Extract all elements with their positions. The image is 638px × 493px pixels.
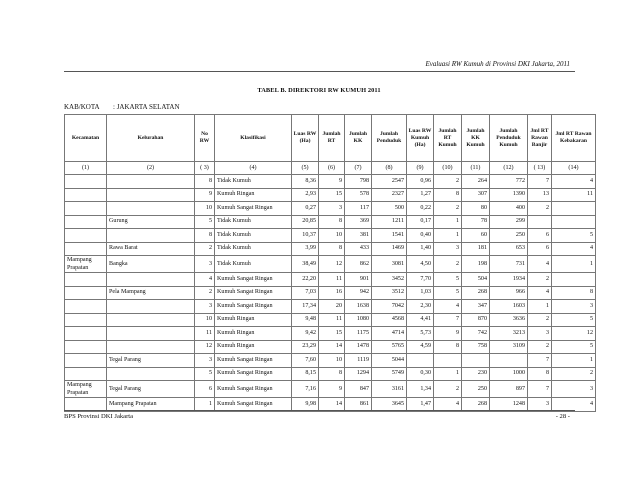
klasifikasi-cell: Kumuh Sangat Ringan: [215, 398, 292, 412]
penduduk-kumuh-cell: 299: [490, 215, 528, 229]
penduduk-kumuh-cell: 772: [490, 175, 528, 189]
rt-kumuh-cell: 8: [434, 188, 462, 202]
kk-kumuh-cell: 250: [462, 381, 490, 398]
jumlah-rt-cell: 14: [319, 398, 345, 412]
penduduk-kumuh-cell: 1248: [490, 398, 528, 412]
luas-kumuh-cell: 1,27: [407, 188, 434, 202]
kelurahan-cell: [107, 340, 195, 354]
kk-kumuh-cell: 268: [462, 398, 490, 412]
page-number: - 28 -: [555, 413, 570, 420]
kelurahan-cell: [107, 175, 195, 189]
rawan-kebakaran-cell: 5: [552, 229, 596, 243]
jumlah-rt-cell: 3: [319, 202, 345, 216]
header-cell: Jumlah KK: [345, 115, 372, 162]
jumlah-rt-cell: 12: [319, 256, 345, 273]
header-cell: Jml RT Rawan Banjir: [528, 115, 552, 162]
luas-rw-cell: 7,03: [292, 286, 319, 300]
header-cell: Jumlah RT: [319, 115, 345, 162]
kecamatan-cell: [65, 188, 107, 202]
jumlah-penduduk-cell: 5044: [372, 354, 407, 368]
rawan-banjir-cell: 3: [528, 327, 552, 341]
rawan-kebakaran-cell: 4: [552, 398, 596, 412]
penduduk-kumuh-cell: 3636: [490, 313, 528, 327]
rt-kumuh-cell: 5: [434, 286, 462, 300]
luas-rw-cell: 23,29: [292, 340, 319, 354]
no-rw-cell: 5: [195, 367, 215, 381]
penduduk-kumuh-cell: 3109: [490, 340, 528, 354]
penduduk-kumuh-cell: 1934: [490, 273, 528, 287]
penduduk-kumuh-cell: 1603: [490, 300, 528, 314]
kk-kumuh-cell: 60: [462, 229, 490, 243]
table-row: [65, 354, 596, 368]
jumlah-rt-cell: 14: [319, 340, 345, 354]
kk-kumuh-cell: 181: [462, 242, 490, 256]
header-cell: Jumlah Penduduk Kumuh: [490, 115, 528, 162]
rawan-banjir-cell: 7: [528, 354, 552, 368]
luas-rw-cell: 20,85: [292, 215, 319, 229]
no-rw-cell: 5: [195, 215, 215, 229]
column-number: ( 13): [528, 162, 552, 175]
jumlah-kk-cell: 901: [345, 273, 372, 287]
jumlah-kk-cell: 1080: [345, 313, 372, 327]
luas-rw-cell: 9,48: [292, 313, 319, 327]
jumlah-kk-cell: 1478: [345, 340, 372, 354]
running-header: Evaluasi RW Kumuh di Provinsi DKI Jakarta, 2011: [425, 60, 570, 68]
kab-kota-value: : JAKARTA SELATAN: [113, 103, 180, 111]
column-number: (7): [345, 162, 372, 175]
jumlah-rt-cell: 8: [319, 215, 345, 229]
column-number: ( 3): [195, 162, 215, 175]
table-row: [65, 313, 596, 327]
klasifikasi-cell: Kumuh Ringan: [215, 340, 292, 354]
column-number-row: [65, 162, 596, 175]
rt-kumuh-cell: 1: [434, 215, 462, 229]
rt-kumuh-cell: 3: [434, 242, 462, 256]
rawan-kebakaran-cell: 4: [552, 175, 596, 189]
rawan-banjir-cell: [528, 215, 552, 229]
table-header-row: [65, 115, 596, 162]
table-row: [65, 188, 596, 202]
no-rw-cell: 9: [195, 188, 215, 202]
rt-kumuh-cell: 4: [434, 398, 462, 412]
table-title: TABEL B. DIREKTORI RW KUMUH 2011: [257, 87, 381, 94]
column-number: (6): [319, 162, 345, 175]
kk-kumuh-cell: 268: [462, 286, 490, 300]
no-rw-cell: 2: [195, 286, 215, 300]
table-row: [65, 327, 596, 341]
table-row: [65, 242, 596, 256]
jumlah-kk-cell: 942: [345, 286, 372, 300]
rt-kumuh-cell: 7: [434, 313, 462, 327]
jumlah-penduduk-cell: 1469: [372, 242, 407, 256]
penduduk-kumuh-cell: 250: [490, 229, 528, 243]
no-rw-cell: 8: [195, 175, 215, 189]
no-rw-cell: 6: [195, 381, 215, 398]
kecamatan-cell: [65, 242, 107, 256]
klasifikasi-cell: Kumuh Ringan: [215, 313, 292, 327]
rt-kumuh-cell: 8: [434, 340, 462, 354]
kk-kumuh-cell: 230: [462, 367, 490, 381]
jumlah-penduduk-cell: 5765: [372, 340, 407, 354]
luas-kumuh-cell: 1,03: [407, 286, 434, 300]
rawan-banjir-cell: 8: [528, 367, 552, 381]
jumlah-kk-cell: 847: [345, 381, 372, 398]
luas-kumuh-cell: 1,40: [407, 242, 434, 256]
jumlah-penduduk-cell: 3452: [372, 273, 407, 287]
kecamatan-cell: Mampang Prapatan: [65, 381, 107, 398]
no-rw-cell: 8: [195, 229, 215, 243]
table-row: [65, 300, 596, 314]
kelurahan-cell: Mampang Prapatan: [107, 398, 195, 412]
kelurahan-cell: Tegal Parang: [107, 354, 195, 368]
jumlah-kk-cell: 578: [345, 188, 372, 202]
rawan-banjir-cell: 7: [528, 175, 552, 189]
klasifikasi-cell: Tidak Kumuh: [215, 175, 292, 189]
table-row: [65, 273, 596, 287]
jumlah-penduduk-cell: 3161: [372, 381, 407, 398]
rawan-banjir-cell: 13: [528, 188, 552, 202]
jumlah-kk-cell: 117: [345, 202, 372, 216]
klasifikasi-cell: Kumuh Sangat Ringan: [215, 300, 292, 314]
rawan-kebakaran-cell: 5: [552, 313, 596, 327]
kecamatan-cell: [65, 367, 107, 381]
kab-kota-label: KAB/KOTA: [64, 103, 100, 111]
rawan-kebakaran-cell: 11: [552, 188, 596, 202]
kk-kumuh-cell: 307: [462, 188, 490, 202]
kecamatan-cell: [65, 229, 107, 243]
luas-kumuh-cell: 1,34: [407, 381, 434, 398]
luas-kumuh-cell: 0,22: [407, 202, 434, 216]
no-rw-cell: 2: [195, 242, 215, 256]
header-cell: Jumlah Penduduk: [372, 115, 407, 162]
penduduk-kumuh-cell: 400: [490, 202, 528, 216]
klasifikasi-cell: Tidak Kumuh: [215, 256, 292, 273]
kelurahan-cell: [107, 313, 195, 327]
jumlah-penduduk-cell: 4568: [372, 313, 407, 327]
rawan-banjir-cell: 2: [528, 202, 552, 216]
jumlah-rt-cell: 16: [319, 286, 345, 300]
penduduk-kumuh-cell: 1390: [490, 188, 528, 202]
kk-kumuh-cell: 504: [462, 273, 490, 287]
luas-rw-cell: 9,42: [292, 327, 319, 341]
column-number: (8): [372, 162, 407, 175]
kk-kumuh-cell: 347: [462, 300, 490, 314]
header-cell: Jml RT Rawan Kebakaran: [552, 115, 596, 162]
kelurahan-cell: Gurung: [107, 215, 195, 229]
column-number: (4): [215, 162, 292, 175]
table-row: [65, 256, 596, 273]
klasifikasi-cell: Tidak Kumuh: [215, 215, 292, 229]
rawan-kebakaran-cell: 12: [552, 327, 596, 341]
rawan-kebakaran-cell: [552, 273, 596, 287]
table-row: [65, 202, 596, 216]
penduduk-kumuh-cell: [490, 354, 528, 368]
kecamatan-cell: [65, 327, 107, 341]
luas-rw-cell: 22,20: [292, 273, 319, 287]
rawan-banjir-cell: 6: [528, 229, 552, 243]
jumlah-penduduk-cell: 3512: [372, 286, 407, 300]
jumlah-rt-cell: 10: [319, 229, 345, 243]
kecamatan-cell: [65, 215, 107, 229]
rt-kumuh-cell: 1: [434, 367, 462, 381]
luas-kumuh-cell: [407, 354, 434, 368]
column-number: (12): [490, 162, 528, 175]
luas-rw-cell: 17,34: [292, 300, 319, 314]
luas-rw-cell: 38,49: [292, 256, 319, 273]
rawan-kebakaran-cell: 8: [552, 286, 596, 300]
column-number: (10): [434, 162, 462, 175]
rawan-banjir-cell: 2: [528, 340, 552, 354]
klasifikasi-cell: Kumuh Sangat Ringan: [215, 273, 292, 287]
jumlah-kk-cell: 381: [345, 229, 372, 243]
jumlah-kk-cell: 1175: [345, 327, 372, 341]
rawan-kebakaran-cell: 1: [552, 354, 596, 368]
penduduk-kumuh-cell: 1000: [490, 367, 528, 381]
rawan-banjir-cell: 1: [528, 300, 552, 314]
header-cell: Luas RW Kumuh (Ha): [407, 115, 434, 162]
luas-rw-cell: 2,93: [292, 188, 319, 202]
penduduk-kumuh-cell: 897: [490, 381, 528, 398]
klasifikasi-cell: Kumuh Sangat Ringan: [215, 286, 292, 300]
kelurahan-cell: [107, 327, 195, 341]
luas-rw-cell: 8,36: [292, 175, 319, 189]
kecamatan-cell: Mampang Prapatan: [65, 256, 107, 273]
rawan-banjir-cell: 2: [528, 313, 552, 327]
rawan-banjir-cell: 3: [528, 398, 552, 412]
jumlah-penduduk-cell: 500: [372, 202, 407, 216]
luas-rw-cell: 7,16: [292, 381, 319, 398]
luas-rw-cell: 10,37: [292, 229, 319, 243]
rawan-banjir-cell: 7: [528, 381, 552, 398]
kk-kumuh-cell: [462, 354, 490, 368]
klasifikasi-cell: Tidak Kumuh: [215, 229, 292, 243]
kelurahan-cell: Tegal Parang: [107, 381, 195, 398]
header-rule: [64, 71, 575, 72]
luas-rw-cell: 7,60: [292, 354, 319, 368]
footer-rule: [64, 410, 575, 411]
luas-kumuh-cell: 2,30: [407, 300, 434, 314]
jumlah-kk-cell: 798: [345, 175, 372, 189]
kelurahan-cell: [107, 229, 195, 243]
klasifikasi-cell: Kumuh Sangat Ringan: [215, 202, 292, 216]
kecamatan-cell: [65, 300, 107, 314]
rt-kumuh-cell: 5: [434, 273, 462, 287]
kk-kumuh-cell: 870: [462, 313, 490, 327]
klasifikasi-cell: Kumuh Sangat Ringan: [215, 354, 292, 368]
kelurahan-cell: Rawa Barat: [107, 242, 195, 256]
jumlah-penduduk-cell: 1541: [372, 229, 407, 243]
kk-kumuh-cell: 198: [462, 256, 490, 273]
column-number: (1): [65, 162, 107, 175]
luas-rw-cell: 0,27: [292, 202, 319, 216]
kecamatan-cell: [65, 202, 107, 216]
rawan-banjir-cell: 4: [528, 256, 552, 273]
luas-kumuh-cell: 0,40: [407, 229, 434, 243]
header-cell: No RW: [195, 115, 215, 162]
no-rw-cell: 11: [195, 327, 215, 341]
jumlah-penduduk-cell: 1211: [372, 215, 407, 229]
table-row: [65, 367, 596, 381]
luas-rw-cell: 8,15: [292, 367, 319, 381]
klasifikasi-cell: Kumuh Ringan: [215, 327, 292, 341]
jumlah-kk-cell: 862: [345, 256, 372, 273]
rawan-kebakaran-cell: 3: [552, 300, 596, 314]
jumlah-rt-cell: 15: [319, 327, 345, 341]
column-number: (9): [407, 162, 434, 175]
rt-kumuh-cell: 2: [434, 256, 462, 273]
column-number: (5): [292, 162, 319, 175]
jumlah-penduduk-cell: 7042: [372, 300, 407, 314]
footer-publisher: BPS Provinsi DKI Jakarta: [64, 413, 134, 420]
table-row: [65, 398, 596, 412]
kelurahan-cell: [107, 300, 195, 314]
no-rw-cell: 10: [195, 313, 215, 327]
column-number: (2): [107, 162, 195, 175]
penduduk-kumuh-cell: 731: [490, 256, 528, 273]
column-number: (14): [552, 162, 596, 175]
header-cell: Jumlah RT Kumuh: [434, 115, 462, 162]
kelurahan-cell: [107, 188, 195, 202]
rt-kumuh-cell: 2: [434, 381, 462, 398]
kk-kumuh-cell: 742: [462, 327, 490, 341]
penduduk-kumuh-cell: 966: [490, 286, 528, 300]
luas-kumuh-cell: 0,17: [407, 215, 434, 229]
table-row: [65, 215, 596, 229]
jumlah-rt-cell: 15: [319, 188, 345, 202]
rawan-kebakaran-cell: 4: [552, 242, 596, 256]
rt-kumuh-cell: 2: [434, 202, 462, 216]
rawan-kebakaran-cell: [552, 202, 596, 216]
header-cell: Kelurahan: [107, 115, 195, 162]
no-rw-cell: 10: [195, 202, 215, 216]
kelurahan-cell: [107, 202, 195, 216]
jumlah-kk-cell: 1294: [345, 367, 372, 381]
rawan-banjir-cell: 6: [528, 242, 552, 256]
jumlah-rt-cell: 8: [319, 367, 345, 381]
rw-kumuh-table: [64, 114, 596, 412]
rt-kumuh-cell: 4: [434, 300, 462, 314]
luas-rw-cell: 3,99: [292, 242, 319, 256]
luas-kumuh-cell: 7,70: [407, 273, 434, 287]
kk-kumuh-cell: 264: [462, 175, 490, 189]
jumlah-penduduk-cell: 2547: [372, 175, 407, 189]
kecamatan-cell: [65, 340, 107, 354]
jumlah-penduduk-cell: 3645: [372, 398, 407, 412]
kk-kumuh-cell: 78: [462, 215, 490, 229]
rawan-kebakaran-cell: 2: [552, 367, 596, 381]
table-body: [65, 175, 596, 412]
kecamatan-cell: [65, 313, 107, 327]
jumlah-penduduk-cell: 3081: [372, 256, 407, 273]
rt-kumuh-cell: [434, 354, 462, 368]
no-rw-cell: 12: [195, 340, 215, 354]
jumlah-kk-cell: 861: [345, 398, 372, 412]
luas-kumuh-cell: 0,30: [407, 367, 434, 381]
jumlah-rt-cell: 11: [319, 313, 345, 327]
column-number: (11): [462, 162, 490, 175]
table-row: [65, 229, 596, 243]
luas-kumuh-cell: 5,73: [407, 327, 434, 341]
table-row: [65, 340, 596, 354]
jumlah-rt-cell: 9: [319, 381, 345, 398]
jumlah-rt-cell: 9: [319, 175, 345, 189]
luas-kumuh-cell: 0,96: [407, 175, 434, 189]
table-row: [65, 381, 596, 398]
jumlah-rt-cell: 20: [319, 300, 345, 314]
klasifikasi-cell: Kumuh Sangat Ringan: [215, 381, 292, 398]
luas-kumuh-cell: 4,59: [407, 340, 434, 354]
kelurahan-cell: [107, 273, 195, 287]
rt-kumuh-cell: 1: [434, 229, 462, 243]
jumlah-penduduk-cell: 5749: [372, 367, 407, 381]
header-cell: Jumlah KK Kumuh: [462, 115, 490, 162]
jumlah-penduduk-cell: 2327: [372, 188, 407, 202]
rt-kumuh-cell: 2: [434, 175, 462, 189]
kelurahan-cell: Pela Mampang: [107, 286, 195, 300]
no-rw-cell: 4: [195, 273, 215, 287]
jumlah-kk-cell: 1119: [345, 354, 372, 368]
jumlah-kk-cell: 369: [345, 215, 372, 229]
rawan-kebakaran-cell: [552, 215, 596, 229]
jumlah-rt-cell: 11: [319, 273, 345, 287]
kk-kumuh-cell: 80: [462, 202, 490, 216]
rawan-kebakaran-cell: 1: [552, 256, 596, 273]
kecamatan-cell: [65, 273, 107, 287]
penduduk-kumuh-cell: 653: [490, 242, 528, 256]
kecamatan-cell: [65, 175, 107, 189]
rt-kumuh-cell: 9: [434, 327, 462, 341]
jumlah-rt-cell: 10: [319, 354, 345, 368]
no-rw-cell: 1: [195, 398, 215, 412]
kecamatan-cell: [65, 354, 107, 368]
rawan-banjir-cell: 4: [528, 286, 552, 300]
jumlah-rt-cell: 8: [319, 242, 345, 256]
klasifikasi-cell: Kumuh Ringan: [215, 188, 292, 202]
luas-kumuh-cell: 4,50: [407, 256, 434, 273]
rawan-kebakaran-cell: 3: [552, 381, 596, 398]
rawan-banjir-cell: 2: [528, 273, 552, 287]
kelurahan-cell: Bangka: [107, 256, 195, 273]
jumlah-penduduk-cell: 4714: [372, 327, 407, 341]
header-cell: Luas RW (Ha): [292, 115, 319, 162]
kelurahan-cell: [107, 367, 195, 381]
kab-kota-line: [64, 103, 180, 111]
penduduk-kumuh-cell: 3213: [490, 327, 528, 341]
klasifikasi-cell: Tidak Kumuh: [215, 242, 292, 256]
no-rw-cell: 3: [195, 354, 215, 368]
luas-rw-cell: 9,98: [292, 398, 319, 412]
klasifikasi-cell: Kumuh Sangat Ringan: [215, 367, 292, 381]
kecamatan-cell: [65, 398, 107, 412]
table-row: [65, 286, 596, 300]
luas-kumuh-cell: 4,41: [407, 313, 434, 327]
table-row: [65, 175, 596, 189]
rawan-kebakaran-cell: 5: [552, 340, 596, 354]
jumlah-kk-cell: 433: [345, 242, 372, 256]
header-cell: Klasifikasi: [215, 115, 292, 162]
kk-kumuh-cell: 758: [462, 340, 490, 354]
kecamatan-cell: [65, 286, 107, 300]
luas-kumuh-cell: 1,47: [407, 398, 434, 412]
header-cell: Kecamatan: [65, 115, 107, 162]
no-rw-cell: 3: [195, 300, 215, 314]
no-rw-cell: 3: [195, 256, 215, 273]
jumlah-kk-cell: 1638: [345, 300, 372, 314]
